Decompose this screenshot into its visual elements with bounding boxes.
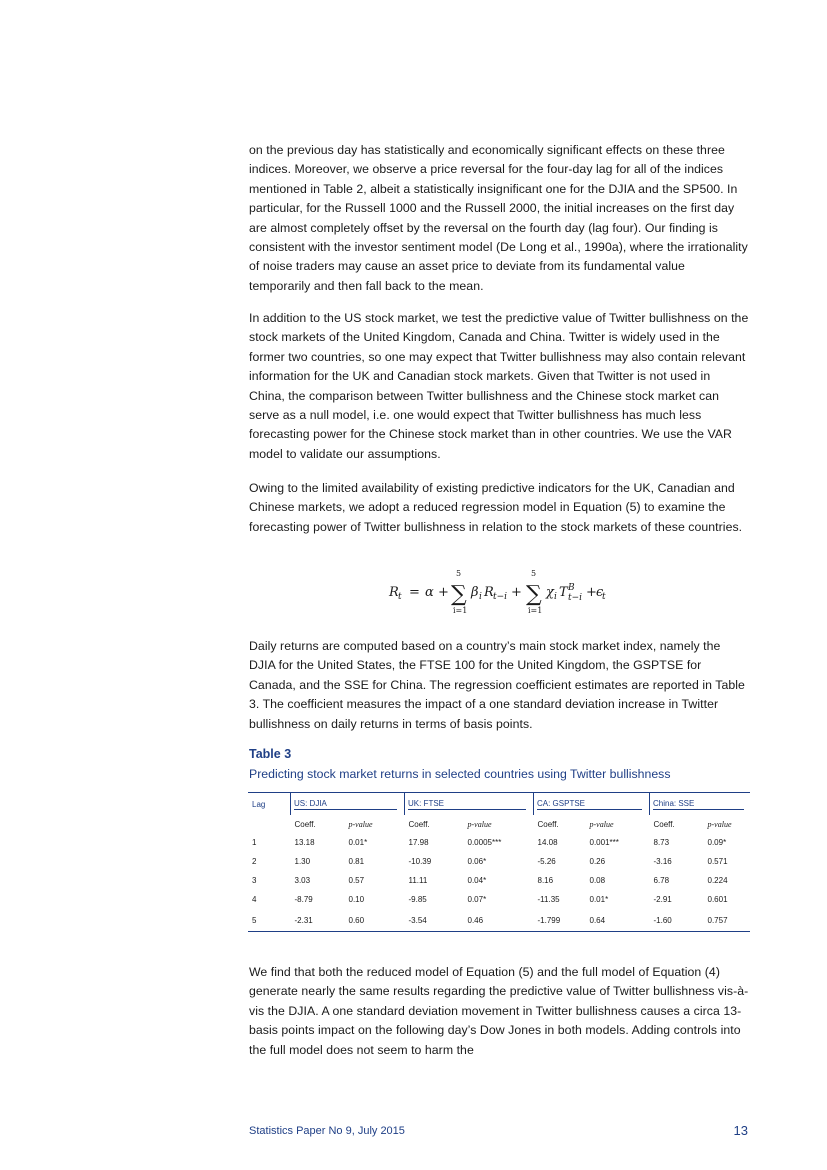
group-header-label: UK: FTSE bbox=[408, 799, 526, 810]
eq-r-term: R bbox=[484, 585, 494, 600]
empty-cell bbox=[248, 815, 291, 833]
eq-plus: + bbox=[586, 585, 597, 600]
eq-lhs-sub: t bbox=[398, 592, 402, 602]
eq-beta-sub: i bbox=[479, 592, 482, 602]
body-paragraph: Owing to the limited availability of existing predictive indicators for the UK, Canadian and Chinese markets, we adopt a reduced regression model in Equation (5) to examine the forecasting power of Twitter bullishness in relation to the stock markets of these countries. bbox=[249, 481, 743, 534]
eq-r-sub: t−i bbox=[493, 592, 508, 602]
table-cell: 8.16 bbox=[537, 876, 554, 885]
table-cell: 0.81 bbox=[348, 857, 365, 866]
table-cell: -3.54 bbox=[408, 915, 427, 925]
table-cell: 0.601 bbox=[707, 895, 728, 904]
body-paragraph: We find that both the reduced model of Equation (5) and the full model of Equation (4) generate nearly the same results regarding the predictive value of Twitter bullishness vis-à-vis the DJIA. A one standard deviation movement in Twitter bullishness causes a circa 13-basis points impact on the following day’s Dow Jones in both models. Adding controls into the full model does not seem to harm the bbox=[249, 965, 749, 1057]
table-cell: 0.07* bbox=[467, 895, 487, 904]
table-cell: -1.799 bbox=[537, 915, 561, 925]
table-cell: -9.85 bbox=[408, 895, 427, 904]
table-cell: -3.16 bbox=[653, 857, 672, 866]
eq-t-sup: B bbox=[568, 583, 575, 593]
pvalue-header-label: p-value bbox=[467, 819, 492, 829]
sum-upper-limit: 5 bbox=[456, 569, 462, 578]
table-cell: 0.571 bbox=[707, 857, 728, 866]
table-row bbox=[248, 852, 750, 871]
table-cell: 0.01* bbox=[589, 895, 609, 904]
table-row bbox=[248, 833, 750, 852]
eq-plus: + bbox=[511, 585, 522, 600]
table-cell: 0.60 bbox=[348, 915, 365, 925]
table-row bbox=[248, 909, 750, 932]
table-cell: 0.04* bbox=[467, 876, 487, 885]
regression-equation bbox=[249, 566, 749, 618]
eq-equals: = bbox=[409, 585, 420, 600]
table-cell: 6.78 bbox=[653, 876, 670, 885]
table-subtitle: Predicting stock market returns in selected countries using Twitter bullishness bbox=[249, 767, 671, 781]
table-title: Table 3 bbox=[249, 747, 292, 761]
group-header-label: CA: GSPTSE bbox=[537, 799, 642, 810]
table-cell: -8.79 bbox=[294, 895, 313, 904]
table-cell: 1.30 bbox=[294, 857, 311, 866]
pvalue-header bbox=[468, 815, 534, 833]
pvalue-header bbox=[590, 815, 650, 833]
table-row bbox=[248, 890, 750, 909]
pvalue-header-label: p-value bbox=[707, 819, 732, 829]
lag-cell: 4 bbox=[252, 895, 257, 904]
eq-beta: β bbox=[471, 585, 479, 600]
group-header-ca bbox=[534, 793, 650, 816]
group-header-uk bbox=[405, 793, 534, 816]
coeff-header: Coeff. bbox=[653, 819, 675, 829]
table-cell: 0.08 bbox=[589, 876, 606, 885]
table-cell: 0.10 bbox=[348, 895, 365, 904]
table-cell: 0.001*** bbox=[589, 838, 619, 847]
sum-sign: ∑ bbox=[526, 582, 542, 607]
table-cell: 0.46 bbox=[467, 915, 484, 925]
table-cell: -1.60 bbox=[653, 915, 672, 925]
table-cell: 0.26 bbox=[589, 857, 606, 866]
group-header-label: US: DJIA bbox=[294, 799, 397, 810]
lag-cell: 1 bbox=[252, 838, 257, 847]
table-cell: 0.09* bbox=[707, 838, 727, 847]
group-header-china bbox=[650, 793, 751, 816]
table-cell: 0.757 bbox=[707, 915, 728, 925]
coeff-header: Coeff. bbox=[294, 819, 316, 829]
table-subheader-row bbox=[248, 815, 750, 833]
eq-epsilon-sub: t bbox=[602, 592, 606, 602]
table-cell: 0.57 bbox=[348, 876, 365, 885]
body-paragraph: Daily returns are computed based on a country’s main stock market index, namely the DJIA for the United States, the FTSE 100 for the United Kingdom, the GSPTSE for Canada, and the SSE for China. The regression coefficient estimates are reported in Table 3. The coefficient measures the impact of a one standard deviation increase in Twitter bullishness on daily returns in terms of basis points. bbox=[249, 639, 745, 731]
eq-lhs: R bbox=[389, 585, 399, 600]
table-cell: -10.39 bbox=[408, 857, 432, 866]
sum-lower-limit: i=1 bbox=[528, 606, 543, 615]
sum-sign: ∑ bbox=[451, 582, 467, 607]
table-cell: -5.26 bbox=[537, 857, 556, 866]
table-cell: -2.91 bbox=[653, 895, 672, 904]
table-cell: 0.0005*** bbox=[467, 838, 502, 847]
table-cell: 8.73 bbox=[653, 838, 670, 847]
table-cell: 0.224 bbox=[707, 876, 728, 885]
table-cell: 3.03 bbox=[294, 876, 311, 885]
footer-publication: Statistics Paper No 9, July 2015 bbox=[249, 1125, 405, 1137]
table-cell: 11.11 bbox=[408, 876, 428, 885]
table-row bbox=[248, 871, 750, 890]
table-cell: 0.64 bbox=[589, 915, 606, 925]
table-cell: -11.35 bbox=[537, 895, 560, 904]
page-number: 13 bbox=[733, 1123, 748, 1138]
lag-cell: 3 bbox=[252, 876, 257, 885]
pvalue-header-label: p-value bbox=[348, 819, 373, 829]
table-cell: 0.01* bbox=[348, 838, 368, 847]
table-group-header-row bbox=[248, 793, 750, 816]
pvalue-header-label: p-value bbox=[589, 819, 614, 829]
body-paragraph: on the previous day has statistically and economically significant effects on these three indices. Moreover, we observe a price reversal for the four-day lag for all of the indices mentioned in Table 2, albeit a statistically insignificant one for the DJIA and the SP500. In particular, for the Russell 1000 and the Russell 2000, the initial increases on the first day are almost completely offset by the reversal on the fourth day (lag four). Our finding is consistent with the investor sentiment model (De Long et al., 1990a), where the irrationality of noise traders may cause an asset price to deviate from its fundamental value temporarily and then fall back to the mean. bbox=[249, 143, 748, 293]
sum-lower-limit: i=1 bbox=[453, 606, 468, 615]
eq-chi-sub: i bbox=[554, 592, 557, 602]
body-paragraph: In addition to the US stock market, we test the predictive value of Twitter bullishness on the stock markets of the United Kingdom, Canada and China. Twitter is widely used in the former two countries, so one may expect that Twitter bullishness may also contain relevant information for the UK and Canadian stock markets. Given that Twitter is not used in China, the comparison between Twitter bullishness and the Chinese stock market can serve as a null model, i.e. one would expect that Twitter bullishness has much less forecasting power for the Chinese stock market than in other countries. We use the VAR model to validate our assumptions. bbox=[249, 311, 749, 461]
table-cell: -2.31 bbox=[294, 915, 313, 925]
lag-cell: 5 bbox=[252, 915, 257, 925]
table-cell: 0.06* bbox=[467, 857, 487, 866]
group-header-label: China: SSE bbox=[653, 799, 744, 810]
eq-t-sub: t−i bbox=[568, 593, 583, 603]
group-header-us bbox=[291, 793, 405, 816]
regression-table bbox=[248, 792, 750, 932]
table-cell: 14.08 bbox=[537, 838, 558, 847]
coeff-header: Coeff. bbox=[408, 819, 430, 829]
pvalue-header bbox=[708, 815, 751, 833]
table-cell: 17.98 bbox=[408, 838, 429, 847]
eq-epsilon: ϵ bbox=[596, 585, 604, 600]
eq-t-term: T bbox=[559, 585, 568, 600]
sum-upper-limit: 5 bbox=[531, 569, 537, 578]
lag-header: Lag bbox=[252, 799, 266, 809]
eq-plus: + bbox=[438, 585, 449, 600]
coeff-header: Coeff. bbox=[537, 819, 559, 829]
eq-chi: χ bbox=[546, 585, 554, 600]
pvalue-header bbox=[349, 815, 405, 833]
eq-alpha: α bbox=[425, 585, 434, 600]
table-cell: 13.18 bbox=[294, 838, 315, 847]
lag-cell: 2 bbox=[252, 857, 257, 866]
